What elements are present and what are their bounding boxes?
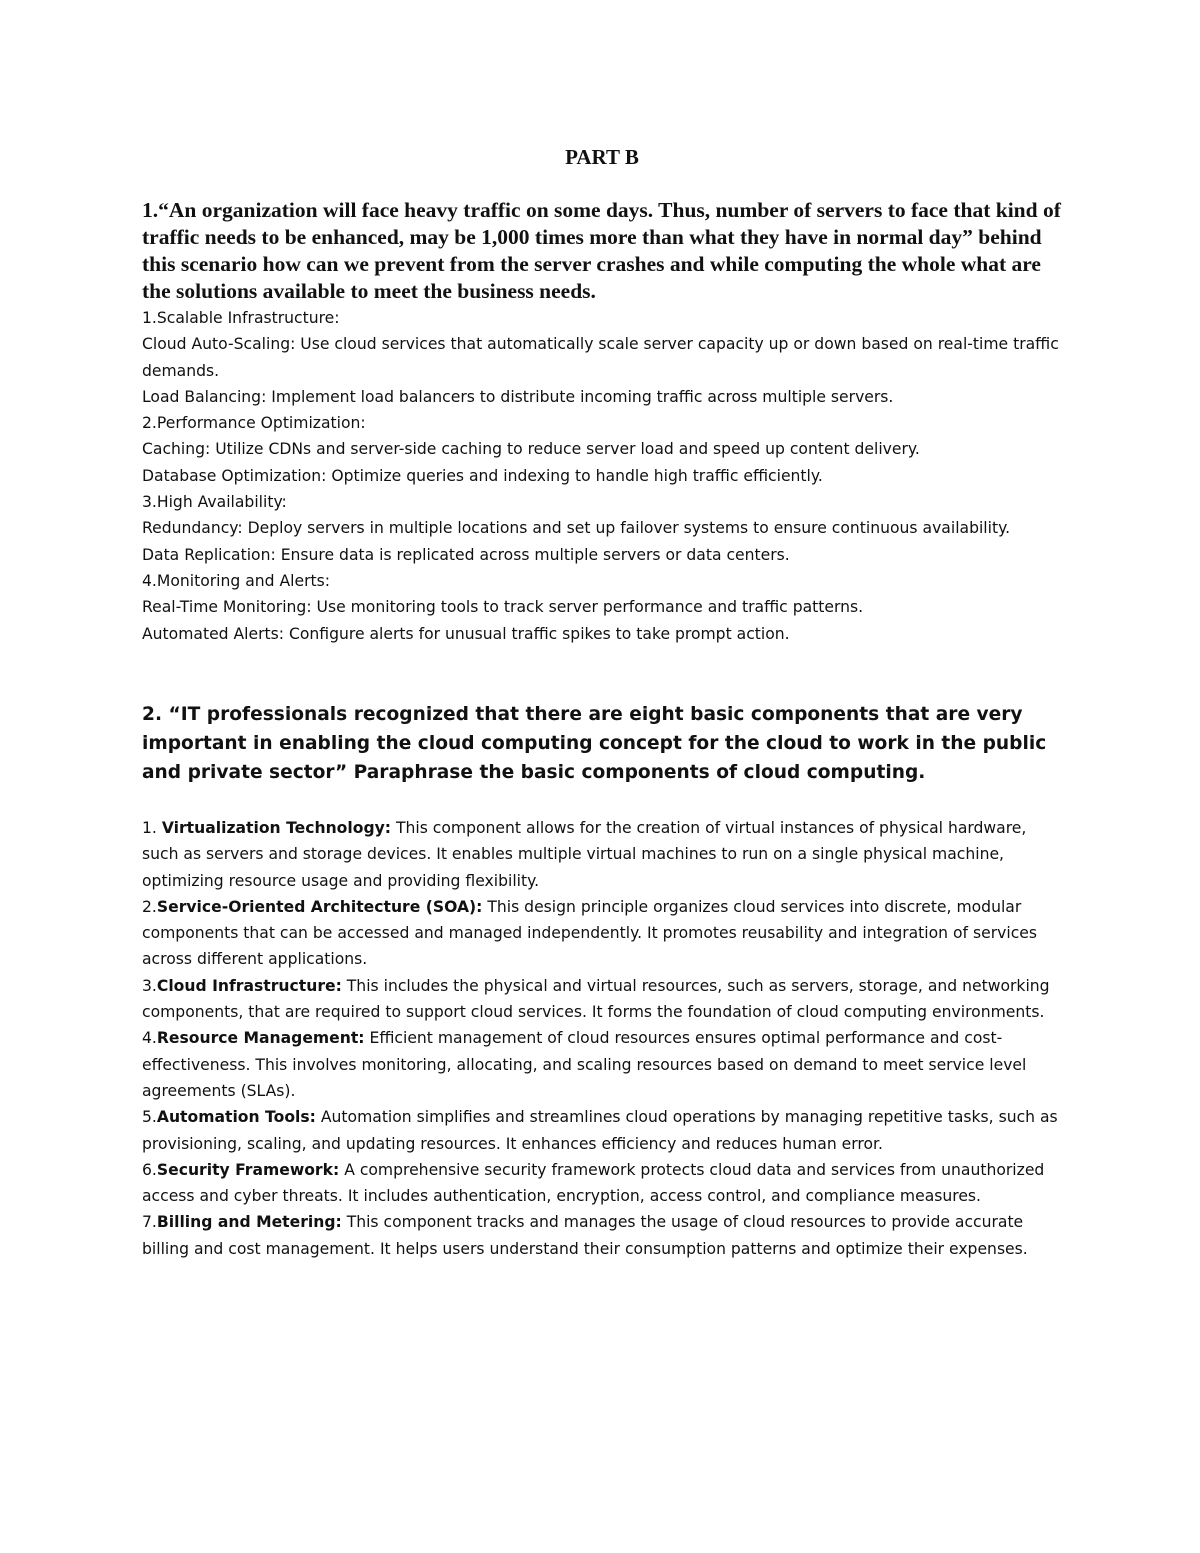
component-name: Automation Tools: xyxy=(156,1108,316,1127)
component-item xyxy=(142,1157,1062,1210)
component-description: This includes the physical and virtual resources, such as servers, storage, and networking components, that are required to support cloud services. It forms the foundation of cloud computing environments. xyxy=(142,976,1050,1022)
component-name: Security Framework: xyxy=(156,1160,340,1179)
component-name: Cloud Infrastructure: xyxy=(156,976,342,995)
question-2: 2. “IT professionals recognized that there are eight basic components that are very important in enabling the cloud computing concept for the cloud to work in the public and private sector” Paraphrase the basic components of cloud computing. xyxy=(142,704,1047,783)
answer-1-automated-alerts: Automated Alerts: Configure alerts for unusual traffic spikes to take prompt action. xyxy=(142,624,790,643)
answer-1-data-replication: Data Replication: Ensure data is replicated across multiple servers or data centers. xyxy=(142,545,790,564)
answer-1-heading-performance: 2.Performance Optimization: xyxy=(142,414,366,433)
answer-1-heading-monitoring: 4.Monitoring and Alerts: xyxy=(142,571,331,590)
component-name: Billing and Metering: xyxy=(156,1213,342,1232)
component-number: 7. xyxy=(142,1213,157,1232)
answer-1-heading-availability: 3.High Availability: xyxy=(142,493,287,512)
answer-1-real-time-monitoring: Real-Time Monitoring: Use monitoring tools to track server performance and traffic patterns. xyxy=(142,598,864,617)
component-description: This design principle organizes cloud services into discrete, modular components that can be accessed and managed independently. It promotes reusability and integration of services across different applications. xyxy=(142,897,1037,969)
answer-1-database-optimization: Database Optimization: Optimize queries and indexing to handle high traffic efficiently. xyxy=(142,466,823,485)
component-name: Resource Management: xyxy=(156,1029,365,1048)
answer-1-auto-scaling: Cloud Auto-Scaling: Use cloud services that automatically scale server capacity up or down based on real-time traffic demands. xyxy=(142,335,1059,380)
component-description: This component allows for the creation of virtual instances of physical hardware, such as servers and storage devices. It enables multiple virtual machines to run on a single physical machine, optimizing resource usage and providing flexibility. xyxy=(142,819,1027,890)
answer-1-redundancy: Redundancy: Deploy servers in multiple locations and set up failover systems to ensure continuous availability. xyxy=(142,519,1011,538)
answer-1-caching: Caching: Utilize CDNs and server-side caching to reduce server load and speed up content delivery. xyxy=(142,440,920,459)
component-item xyxy=(142,973,1062,1026)
component-number: 6. xyxy=(142,1160,157,1179)
component-number: 1. xyxy=(142,819,162,837)
page-title: PART B xyxy=(565,145,639,169)
answer-1-heading-scalable: 1.Scalable Infrastructure: xyxy=(142,309,340,327)
answer-2 xyxy=(142,815,1062,1262)
component-name: Service-Oriented Architecture (SOA): xyxy=(156,897,483,916)
component-number: 3. xyxy=(142,976,157,995)
component-description: This component tracks and manages the usage of cloud resources to provide accurate billing and cost management. It helps users understand their consumption patterns and optimize their expenses. xyxy=(142,1213,1028,1258)
answer-1 xyxy=(142,305,1062,647)
question-1: 1.“An organization will face heavy traffic on some days. Thus, number of servers to face that kind of traffic needs to be enhanced, may be 1,000 times more than what they have in normal day” behind this scenario how can we prevent from the server crashes and while computing the whole what are the solutions available to meet the business needs. xyxy=(142,198,1061,303)
answer-1-load-balancing: Load Balancing: Implement load balancers to distribute incoming traffic across multiple servers. xyxy=(142,387,894,406)
component-item xyxy=(142,1025,1062,1104)
component-description: A comprehensive security framework protects cloud data and services from unauthorized access and cyber threats. It includes authentication, encryption, access control, and compliance measures. xyxy=(142,1160,1045,1206)
component-item xyxy=(142,1104,1062,1157)
component-number: 2. xyxy=(142,897,157,916)
component-item xyxy=(142,815,1062,894)
component-description: Efficient management of cloud resources ensures optimal performance and cost-effectiveness. This involves monitoring, allocating, and scaling resources based on demand to meet service level agreements (SLAs). xyxy=(142,1029,1027,1100)
component-name: Virtualization Technology: xyxy=(161,819,392,837)
component-description: Automation simplifies and streamlines cloud operations by managing repetitive tasks, such as provisioning, scaling, and updating resources. It enhances efficiency and reduces human error. xyxy=(142,1108,1058,1153)
component-item xyxy=(142,894,1062,973)
component-number: 5. xyxy=(142,1108,157,1127)
component-number: 4. xyxy=(142,1029,157,1048)
component-item xyxy=(142,1209,1062,1262)
